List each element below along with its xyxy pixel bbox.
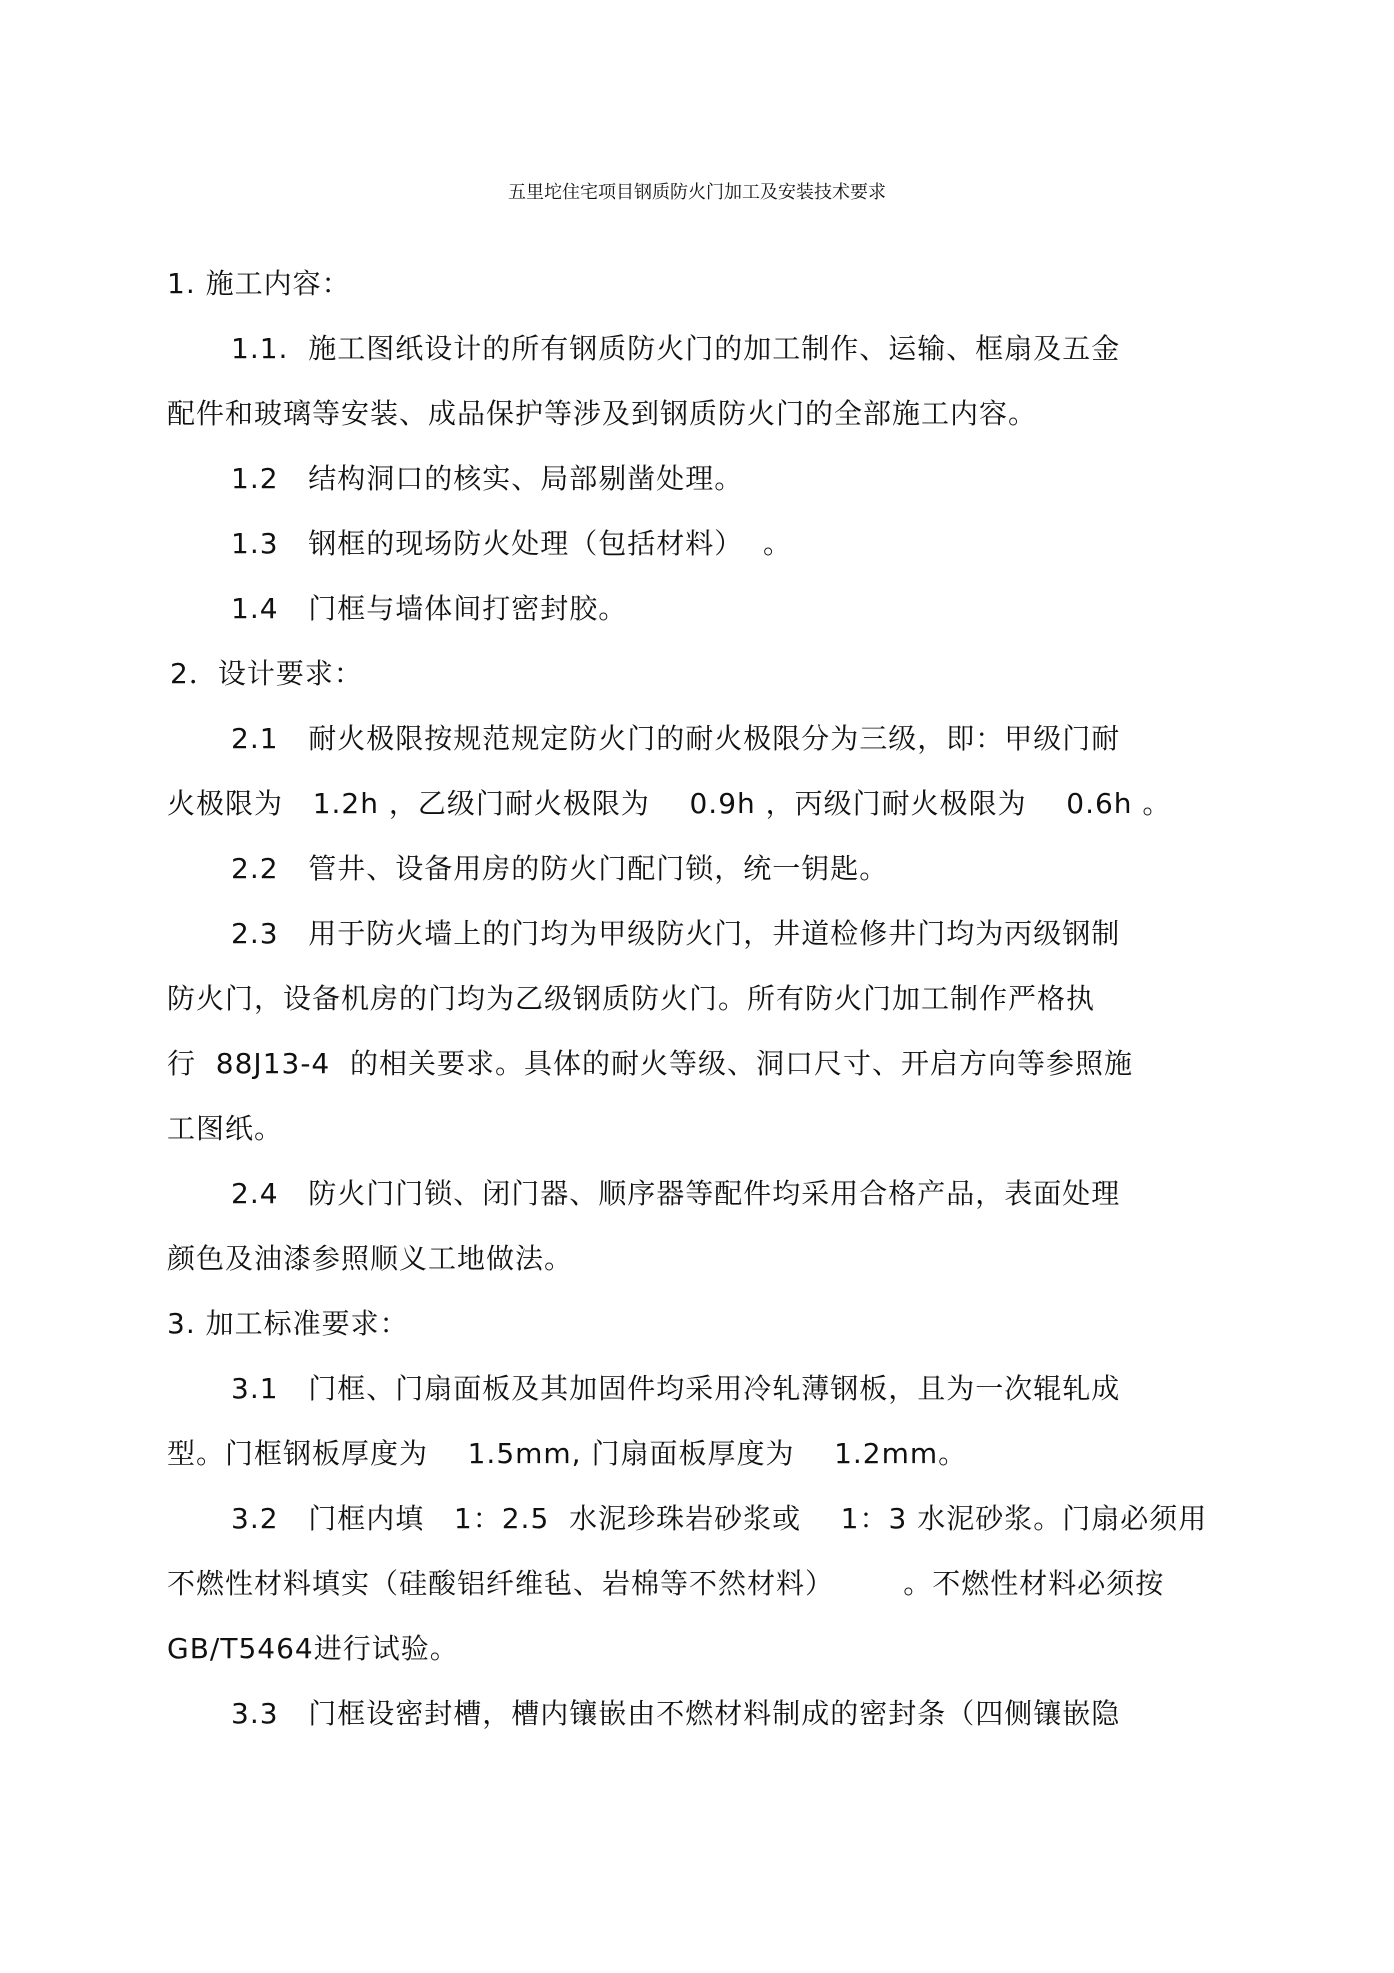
paragraph-3-1-line-1: 3.1 门框、门扇面板及其加固件均采用冷轧薄钢板，且为一次辊轧成 [231, 1372, 1121, 1405]
paragraph-2-2: 2.2 管井、设备用房的防火门配门锁，统一钥匙。 [231, 852, 889, 885]
paragraph-2-3-line-4: 工图纸。 [167, 1112, 284, 1145]
paragraph-1-1-line-2: 配件和玻璃等安装、成品保护等涉及到钢质防火门的全部施工内容。 [167, 397, 1038, 430]
document-title: 五里坨住宅项目钢质防火门加工及安装技术要求 [508, 182, 886, 203]
paragraph-2-1-line-1: 2.1 耐火极限按规范规定防火门的耐火极限分为三级，即：甲级门耐 [231, 722, 1121, 755]
paragraph-1-2: 1.2 结构洞口的核实、局部剔凿处理。 [231, 462, 744, 495]
section-heading-1: 1. 施工内容： [167, 267, 351, 300]
paragraph-3-1-line-2: 型。门框钢板厚度为 1.5mm, 门扇面板厚度为 1.2mm。 [167, 1437, 968, 1470]
paragraph-1-3: 1.3 钢框的现场防火处理（包括材料） 。 [231, 527, 793, 560]
paragraph-3-2-line-1: 3.2 门框内填 1：2.5 水泥珍珠岩砂浆或 1：3 水泥砂浆。门扇必须用 [231, 1502, 1208, 1535]
paragraph-2-4-line-2: 颜色及油漆参照顺义工地做法。 [167, 1242, 574, 1275]
section-heading-3: 3. 加工标准要求： [167, 1307, 409, 1340]
paragraph-2-3-line-3: 行 88J13-4 的相关要求。具体的耐火等级、洞口尺寸、开启方向等参照施 [167, 1047, 1134, 1080]
paragraph-2-4-line-1: 2.4 防火门门锁、闭门器、顺序器等配件均采用合格产品，表面处理 [231, 1177, 1121, 1210]
paragraph-1-4: 1.4 门框与墙体间打密封胶。 [231, 592, 628, 625]
paragraph-3-2-line-2: 不燃性材料填实（硅酸铝纤维毡、岩棉等不然材料） 。不燃性材料必须按 [167, 1567, 1165, 1600]
paragraph-2-1-line-2: 火极限为 1.2h ，乙级门耐火极限为 0.9h ，丙级门耐火极限为 0.6h 。 [167, 787, 1172, 820]
paragraph-3-3-line-1: 3.3 门框设密封槽，槽内镶嵌由不燃材料制成的密封条（四侧镶嵌隐 [231, 1697, 1121, 1730]
paragraph-2-3-line-1: 2.3 用于防火墙上的门均为甲级防火门，井道检修井门均为丙级钢制 [231, 917, 1121, 950]
paragraph-1-1-line-1: 1.1. 施工图纸设计的所有钢质防火门的加工制作、运输、框扇及五金 [231, 332, 1121, 365]
paragraph-2-3-line-2: 防火门，设备机房的门均为乙级钢质防火门。所有防火门加工制作严格执 [167, 982, 1096, 1015]
section-heading-2: 2．设计要求： [170, 657, 363, 690]
paragraph-3-2-line-3: GB/T5464进行试验。 [167, 1632, 459, 1665]
